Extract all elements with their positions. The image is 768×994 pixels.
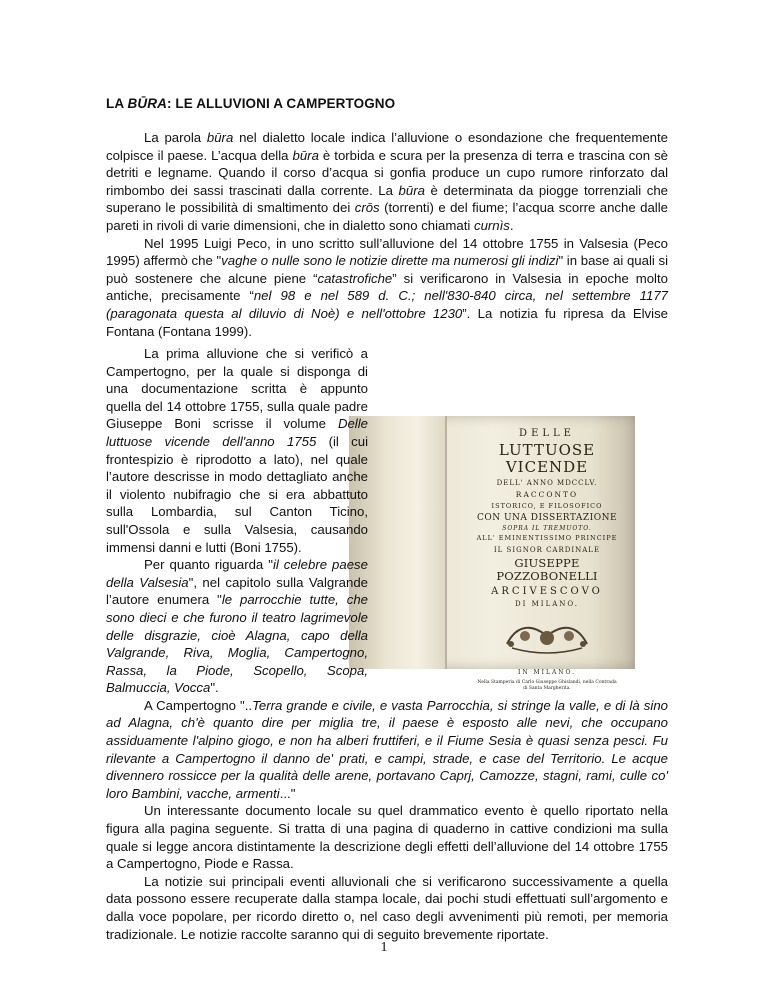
paragraph-5: A Campertogno "..Terra grande e civile, e vasta Parrocchia, si stringe la valle, e di là sino ad Alagna, ch'è quanto dire per miglia tre, il paese è esposto alle nevi, che occupano assiduamente l'alpino giogo, e non ha alberi fruttiferi, e il Fiume Sesia è quasi senza pesci. Fu rilevante a Campertogno il danno de' prati, e campi, strade, e case del Territorio. Le acque divennero rossicce per la qualità delle arene, portavano Caprj, Camozze, stagni, rami, culle co' loro Bambini, vacche, armenti...": [106, 697, 668, 801]
title-prefix: LA: [106, 96, 128, 111]
fp-line: IN MILANO.: [517, 668, 577, 676]
fp-line: ISTORICO, E FILOSOFICO: [491, 501, 603, 510]
fp-line: CON UNA DISSERTAZIONE: [476, 513, 618, 524]
figure-spacer: [368, 416, 668, 664]
title-italic-word: BŪRA: [127, 96, 167, 111]
fp-line: ALL' EMINENTISSIMO PRINCIPE: [476, 534, 618, 543]
paragraph-6: Un interessante documento locale su quel drammatico evento è quello riportato nella figura alla pagina seguente. Si tratta di una pagina di quaderno in cattive condizioni ma sulla quale si legge ancora distintamente la descrizione degli effetti dell’alluvione del 14 ottobre 1755 a Campertogno, Piode e Rassa.: [106, 803, 668, 872]
fp-line: LUTTUOSE VICENDE: [498, 440, 596, 476]
fp-line: SOPRA IL TREMUOTO.: [502, 525, 592, 533]
fp-line: di Santa Margherita.: [523, 685, 571, 691]
paragraph-3-flow: La prima alluvione che si verificò a Campertogno, per la quale si disponga di una documentazione scritta è appunto quella del 14 ottobre 1755, sulla quale padre Giuseppe Boni scrisse il volume Delle luttuose vicende dell'anno 1755 (il cui frontespizio è riprodotto a lato), nel quale l’autore descrisse in modo dettagliato anche il violento nubifragio che si era abbattuto sulla Lombardia, sul Canton Ticino, sull'Ossola e sulla Valsesia, causando immensi danni e lutti (Boni 1755).: [106, 346, 368, 555]
fp-line: GIUSEPPE POZZOBONELLI: [496, 555, 598, 584]
paragraph-4: Per quanto riguarda "il celebre paese della Valsesia", nel capitolo sulla Valgrande l’autore enumera "le parrocchie tutte, che sono dieci e che furono il teatro lagrimevole delle disgrazie, cioè Alagna, capo della Valgrande, Riva, Moglia, Campertogno, Rassa, la Piode, Scopello, Scopa, Balmuccia, Vocca".: [106, 557, 369, 696]
wrapped-text-column: [106, 345, 668, 943]
fp-line: RACCONTO: [515, 490, 579, 500]
page-title: [106, 96, 668, 111]
page-number: 1: [380, 940, 388, 955]
fp-line: IL SIGNOR CARDINALE: [493, 545, 601, 554]
fp-line: DELL' ANNO MDCCLV.: [496, 479, 598, 487]
title-suffix: : LE ALLUVIONI A CAMPERTOGNO: [166, 96, 396, 111]
fp-line: DELLE: [519, 428, 575, 439]
document-page: [106, 96, 668, 340]
paragraph-2: Nel 1995 Luigi Peco, in uno scritto sull’alluvione del 14 ottobre 1755 in Valsesia (Peco 1995) affermò che "vaghe o nulle sono le notizie dirette ma numerosi gli indizi" in base ai quali si può sostenere che alcune piene “catastrofiche” si verificarono in Valsesia in epoche molto antiche, precisamente “nel 98 e nel 589 d. C.; nell'830-840 circa, nel settembre 1177 (paragonata questa al diluvio di Noè) e nell'ottobre 1230”. La notizia fu ripresa da Elvise Fontana (Fontana 1999).: [106, 235, 669, 339]
paragraph-7: La notizie sui principali eventi alluvionali che si verificarono successivamente a quella data possono essere recuperate dalla stampa locale, dai pochi studi effettuati sull’argomento e dalla voce popolare, per ricordo diretto o, nel caso degli avvenimenti più remoti, per memoria tradizionale. Le notizie raccolte saranno qui di seguito brevemente riportate.: [106, 873, 668, 942]
fp-line: Nella Stamperia di Carlo Giuseppe Ghislandi, nella Contrada: [477, 679, 617, 685]
paragraph-1: La parola būra nel dialetto locale indica l’alluvione o esondazione che frequentemente colpisce il paese. L’acqua della būra è torbida e scura per la presenza di terra e trascina con sè detriti e legname. Quando il corso d’acqua si gonfia produce un cupo rumore rinforzato dal rimbombo dei sassi trascinati dalla corrente. La būra è determinata da piogge torrenziali che superano le possibilità di smaltimento dei crōs (torrenti) e del fiume; l’acqua scorre anche dalle pareti in rivoli di varie dimensioni, che in dialetto sono chiamati curnìs.: [106, 130, 669, 233]
fp-line: ARCIVESCOVO: [491, 586, 603, 598]
fp-line: DI MILANO.: [515, 599, 579, 608]
